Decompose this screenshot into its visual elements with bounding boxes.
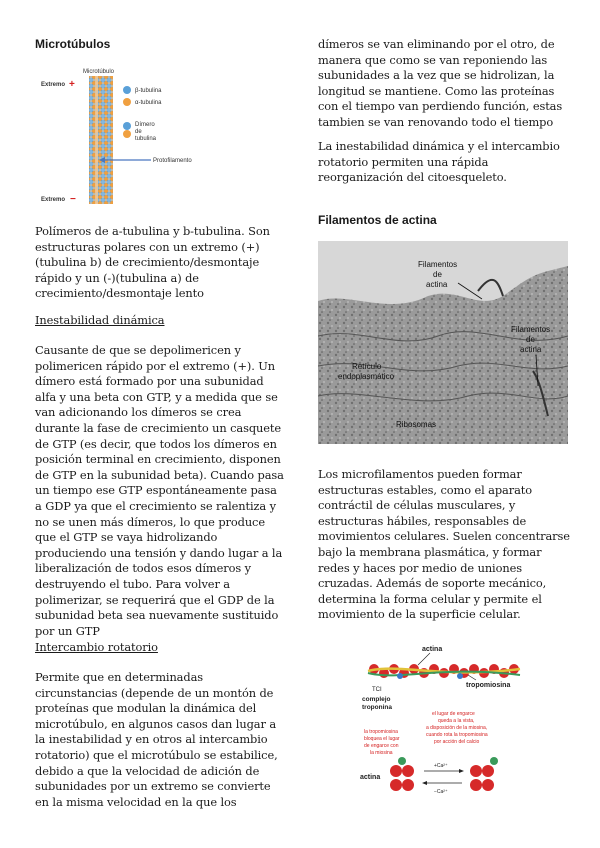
label-filamentos-2a: Filamentos	[511, 325, 551, 334]
label-filamentos-2b: de	[526, 335, 535, 344]
paragraph-permite: Permite que en determinadas circunstancias (depende de un montón de proteínas que modulan la dinámica del microtúbulo, en algunos casos dan lugar a la inestabilidad y en otros al intercambio rotatorio) que el microtúbulo se estabilice, debido a que la velocidad de adición de subunidades por un extremo se convierte en la misma velocidad en la que los	[35, 670, 278, 809]
label-beta: β-tubulina	[135, 88, 162, 94]
label-tci: TCI	[372, 687, 382, 693]
beta-tubulin-icon	[123, 86, 131, 94]
paragraph-dimeros: dímeros se van eliminando por el otro, de manera que como se van reponiendo las subunidades a la vez que se hidrolizan, la longitud se mantiene. Como las proteínas con el tiempo van perdiendo función, estas tambien se van renovando todo el tiempo	[318, 37, 563, 129]
subheading-intercambio: Intercambio rotatorio	[35, 640, 158, 654]
label-actina-bottom: actina	[360, 774, 381, 781]
label-red1-b: bloquea el lugar	[364, 736, 400, 742]
label-ca-plus: +Ca²⁺	[434, 763, 448, 769]
label-dimero-3: tubulina	[135, 136, 157, 142]
paragraph-inestabilidad: La inestabilidad dinámica y el intercambio rotatorio permiten una rápida reorganización del citoesqueleto.	[318, 139, 560, 185]
label-microtubulo: Microtúbulo	[83, 69, 115, 75]
actin-micrograph	[318, 241, 568, 444]
minus-sign: −	[70, 194, 76, 205]
label-red1-a: la tropomiosina	[364, 729, 398, 735]
label-alpha: α-tubulina	[135, 100, 162, 106]
label-dimero-2: de	[135, 129, 142, 135]
label-complejo-b: troponina	[362, 704, 392, 711]
paragraph-microfilamentos: Los microfilamentos pueden formar estructuras estables, como el aparato contráctil de células musculares, y estructuras hábiles, responsables de movimientos celulares. Suelen concentrarse bajo la membrana plasmática, y formar redes y haces por medio de uniones cruzadas. Además de soporte mecánico, determina la forma celular y permite el movimiento de la superficie celular.	[318, 467, 570, 622]
label-complejo-a: complejo	[362, 696, 391, 703]
troponin-diagram	[360, 643, 530, 803]
paragraph-polimeros: Polímeros de a-tubulina y b-tubulina. Son estructuras polares con un extremo (+) (tubulina b) de crecimiento/desmontaje rápido y un (-)(tubulina a) de crecimiento/desmontaje lento	[35, 224, 270, 301]
label-red1-c: de engarce con	[364, 743, 399, 749]
label-filamentos-2c: actina	[520, 345, 542, 354]
label-ca-minus: −Ca²⁺	[434, 789, 448, 795]
label-extremo-plus: Extremo	[41, 82, 66, 88]
label-actina-top: actina	[422, 646, 443, 653]
label-red2-a: el lugar de engarce	[432, 711, 475, 717]
paragraph-causante: Causante de que se depolimericen y polimericen rápido por el extremo (+). Un dímero está formado por una subunidad alfa y una beta con GTP, y a medida que se van adicionando los dímeros se crea durante la fase de crecimiento un casquete de GTP (es decir, que todos los dímeros en posición terminal en crecimiento, disponen de GTP en la subunidad beta). Cuando pasa un tiempo ese GTP espontáneamente pasa a GDP ya que el crecimiento se ralentiza y no se unen más dímeros, lo que produce que el GTP se vaya hidrolizando produciendo una tensión y dando lugar a la liberalización de todos esos dímeros y destruyendo el tubo. Para volver a polimerizar, se requerirá que el GDP de la subunidad beta sea nuevamente sustituido por un GTP	[35, 343, 284, 638]
heading-filamentos: Filamentos de actina	[318, 213, 437, 227]
label-tropomiosina: tropomiosina	[466, 682, 511, 689]
label-red2-d: cuando rota la tropomiosina	[426, 732, 488, 738]
microtubule-diagram	[37, 62, 217, 212]
label-reticulo-a: Retículo	[352, 362, 382, 371]
label-red1-d: la miosina	[370, 750, 393, 756]
plus-sign: +	[69, 79, 75, 90]
label-red2-b: queda a la vista,	[438, 718, 475, 724]
label-reticulo-b: endoplasmático	[338, 372, 395, 381]
label-protofilamento: Protofilamento	[153, 158, 192, 164]
label-red2-e: por acción del calcio	[434, 739, 480, 745]
label-extremo-minus: Extremo	[41, 197, 66, 203]
actin-bundle-left	[390, 757, 414, 791]
label-dimero-1: Dímero	[135, 122, 155, 128]
dimer-alpha-icon	[123, 130, 131, 138]
subheading-inestabilidad: Inestabilidad dinámica	[35, 313, 165, 327]
label-filamentos-1b: de	[433, 270, 442, 279]
actin-bundle-right	[470, 757, 498, 791]
label-red2-c: a disposición de la miosina,	[426, 725, 488, 731]
actin-filament-top	[368, 664, 520, 679]
label-filamentos-1a: Filamentos	[418, 260, 458, 269]
alpha-tubulin-icon	[123, 98, 131, 106]
dimer-beta-icon	[123, 122, 131, 130]
label-ribosomas: Ribosomas	[396, 420, 437, 429]
label-filamentos-1c: actina	[426, 280, 448, 289]
heading-microtubulos: Microtúbulos	[35, 37, 111, 51]
